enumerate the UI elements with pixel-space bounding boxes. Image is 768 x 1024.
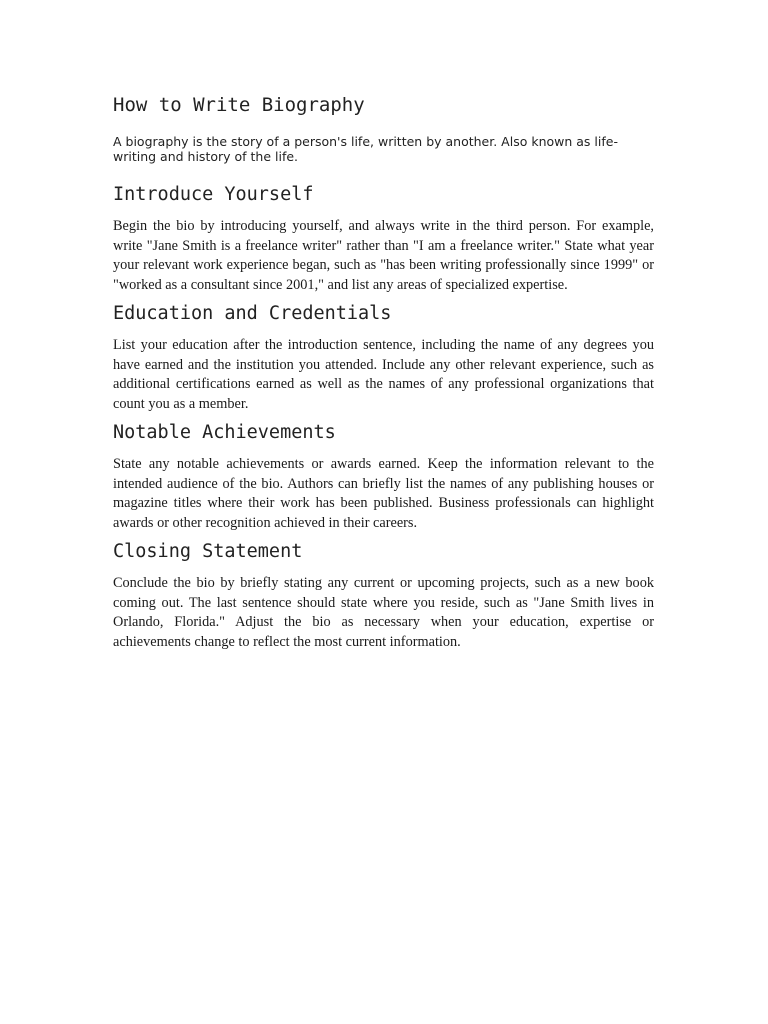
section-education-and-credentials — [113, 301, 654, 414]
section-body: Conclude the bio by briefly stating any current or upcoming projects, such as a new book coming out. The last sentence should state where you reside, such as "Jane Smith lives in Orlando, Florida." Adjust the bio as necessary when your education, expertise or achievements change to reflect the most current information. — [113, 575, 654, 650]
section-introduce-yourself — [113, 182, 654, 295]
section-heading: Notable Achievements — [113, 422, 336, 443]
section-heading: Closing Statement — [113, 541, 303, 562]
section-closing-statement — [113, 539, 654, 652]
section-notable-achievements — [113, 420, 654, 533]
document-title: How to Write Biography — [113, 94, 365, 116]
intro-paragraph: A biography is the story of a person's life, written by another. Also known as life-writing and history of the life. — [113, 134, 618, 164]
section-heading: Education and Credentials — [113, 303, 392, 324]
section-body: State any notable achievements or awards earned. Keep the information relevant to the intended audience of the bio. Authors can briefly list the names of any publishing houses or magazine titles where their work has been published. Business professionals can highlight awards or other recognition achieved in their careers. — [113, 456, 654, 531]
section-heading: Introduce Yourself — [113, 184, 314, 205]
section-body: List your education after the introduction sentence, including the name of any degrees you have earned and the institution you attended. Include any other relevant experience, such as additional certifications earned as well as the names of any professional organizations that count you as a member. — [113, 337, 654, 412]
document-page — [113, 92, 654, 652]
section-body: Begin the bio by introducing yourself, and always write in the third person. For example, write "Jane Smith is a freelance writer" rather than "I am a freelance writer." State what year your relevant work experience began, such as "has been writing professionally since 1999" or "worked as a consultant since 2001," and list any areas of specialized expertise. — [113, 218, 654, 293]
